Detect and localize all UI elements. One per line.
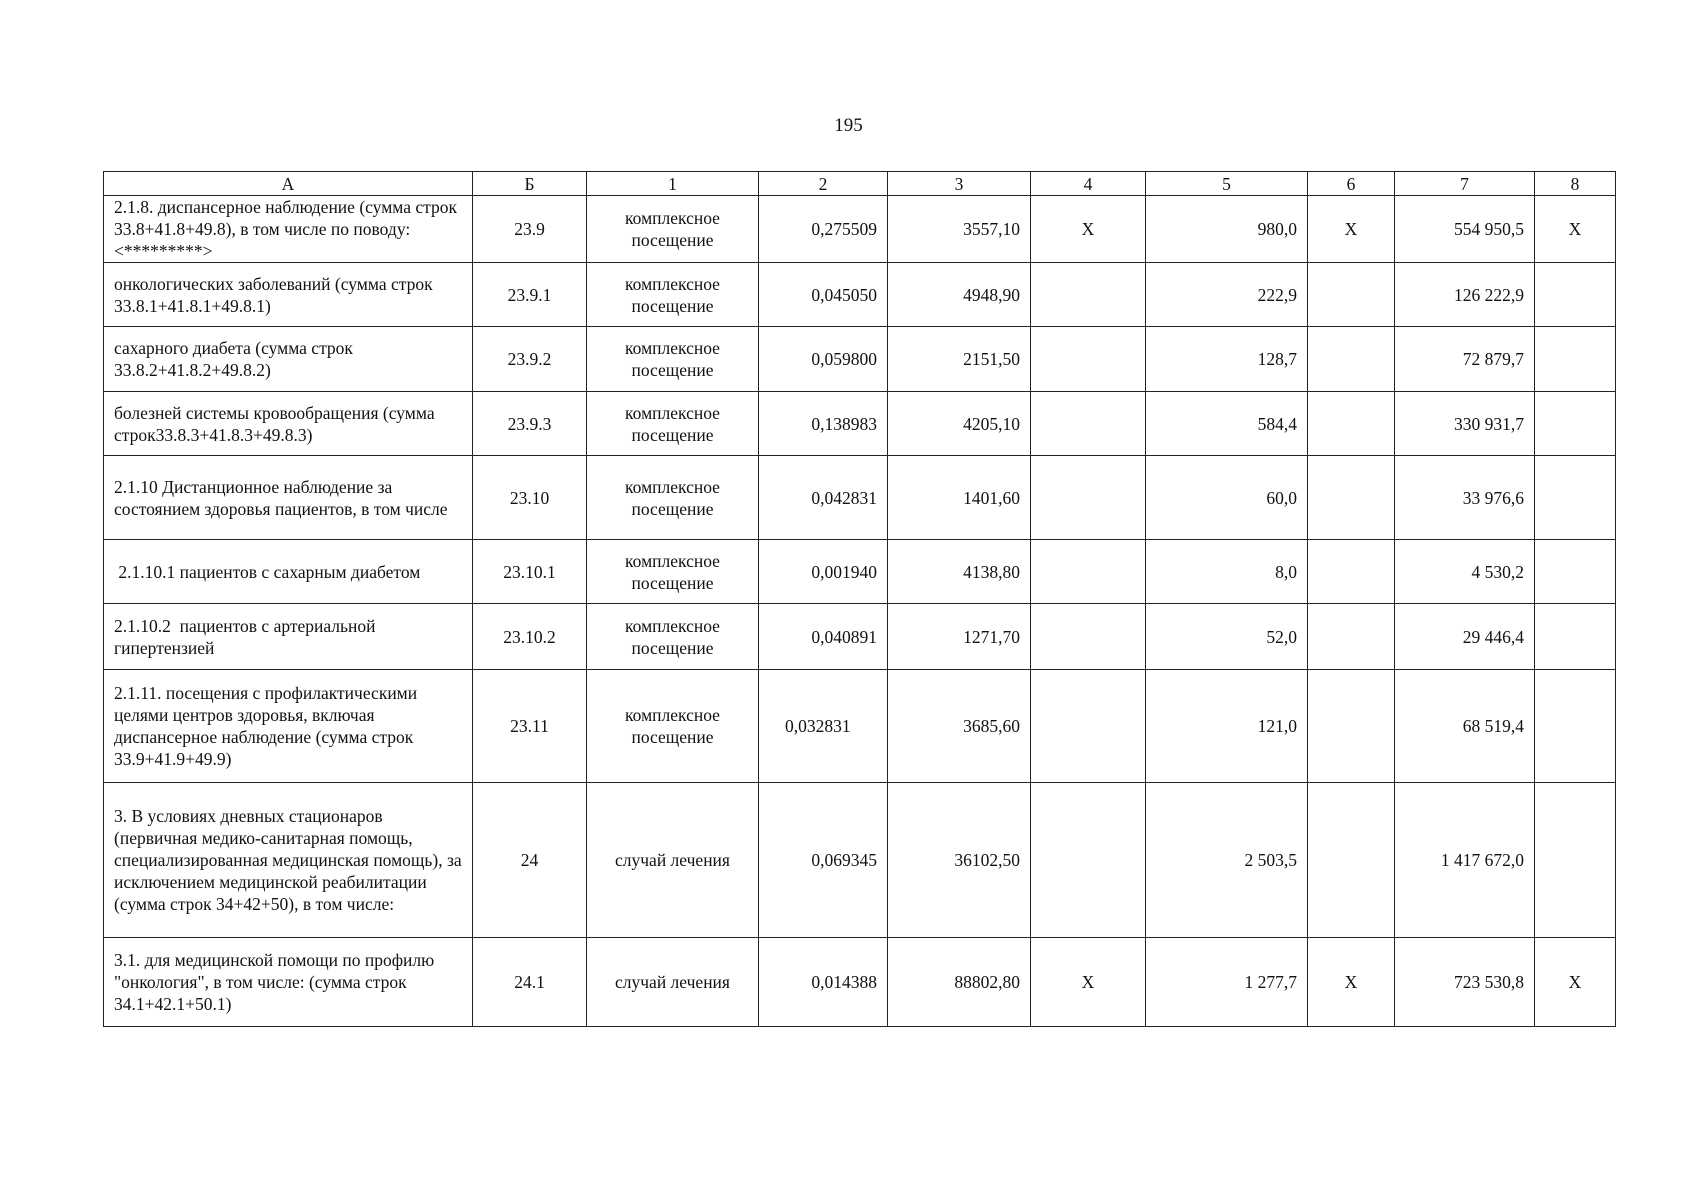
row-col-3: 88802,80 [888,938,1031,1027]
row-col-4: Х [1031,938,1146,1027]
row-col-7: 126 222,9 [1395,263,1535,327]
row-col-8: Х [1535,196,1616,263]
row-col-4 [1031,783,1146,938]
row-description: 2.1.10.1 пациентов с сахарным диабетом [104,540,473,604]
row-col-5: 2 503,5 [1146,783,1308,938]
row-col-3: 3685,60 [888,670,1031,783]
table-row [104,392,1616,456]
row-col-5: 52,0 [1146,604,1308,670]
row-description: сахарного диабета (сумма строк 33.8.2+41.8.2+49.8.2) [104,327,473,392]
row-number: 23.10 [473,456,587,540]
row-col-7: 1 417 672,0 [1395,783,1535,938]
row-col-4 [1031,456,1146,540]
row-number: 23.11 [473,670,587,783]
row-unit: комплексное посещение [587,540,759,604]
row-unit: случай лечения [587,783,759,938]
row-col-2: 0,040891 [759,604,888,670]
row-col-8 [1535,456,1616,540]
row-col-3: 4138,80 [888,540,1031,604]
row-col-2: 0,042831 [759,456,888,540]
row-col-4 [1031,540,1146,604]
row-col-6 [1308,540,1395,604]
header-5: 5 [1146,172,1308,196]
row-number: 23.10.1 [473,540,587,604]
row-col-2: 0,045050 [759,263,888,327]
row-col-6: Х [1308,196,1395,263]
row-col-5: 121,0 [1146,670,1308,783]
header-1: 1 [587,172,759,196]
row-description: 3. В условиях дневных стационаров (первичная медико-санитарная помощь, специализированная медицинская помощь), за исключением медицинской реабилитации (сумма строк 34+42+50), в том числе: [104,783,473,938]
row-col-7: 33 976,6 [1395,456,1535,540]
header-3: 3 [888,172,1031,196]
row-number: 24 [473,783,587,938]
row-col-6 [1308,783,1395,938]
row-description: онкологических заболеваний (сумма строк 33.8.1+41.8.1+49.8.1) [104,263,473,327]
row-number: 23.10.2 [473,604,587,670]
row-col-4 [1031,392,1146,456]
row-unit: комплексное посещение [587,456,759,540]
row-col-3: 1401,60 [888,456,1031,540]
row-number: 23.9 [473,196,587,263]
row-col-7: 4 530,2 [1395,540,1535,604]
row-col-7: 330 931,7 [1395,392,1535,456]
row-col-2: 0,059800 [759,327,888,392]
row-col-8 [1535,783,1616,938]
row-col-3: 4948,90 [888,263,1031,327]
row-number: 23.9.3 [473,392,587,456]
row-col-6 [1308,670,1395,783]
row-col-2: 0,001940 [759,540,888,604]
data-table [103,171,1616,1027]
row-description: болезней системы кровообращения (сумма строк33.8.3+41.8.3+49.8.3) [104,392,473,456]
row-col-8 [1535,670,1616,783]
table-row [104,604,1616,670]
row-col-3: 2151,50 [888,327,1031,392]
row-col-7: 72 879,7 [1395,327,1535,392]
row-number: 23.9.1 [473,263,587,327]
header-7: 7 [1395,172,1535,196]
row-col-4 [1031,263,1146,327]
row-col-8 [1535,604,1616,670]
row-col-7: 723 530,8 [1395,938,1535,1027]
row-col-2: 0,138983 [759,392,888,456]
row-col-5: 222,9 [1146,263,1308,327]
row-col-5: 60,0 [1146,456,1308,540]
row-unit: комплексное посещение [587,604,759,670]
header-a: А [104,172,473,196]
row-col-6 [1308,392,1395,456]
row-col-3: 3557,10 [888,196,1031,263]
row-col-4 [1031,670,1146,783]
row-col-3: 1271,70 [888,604,1031,670]
row-col-7: 554 950,5 [1395,196,1535,263]
row-unit: комплексное посещение [587,392,759,456]
row-col-8 [1535,540,1616,604]
row-col-2: 0,014388 [759,938,888,1027]
row-description: 2.1.10.2 пациентов с артериальной гипертензией [104,604,473,670]
table-header-row [104,172,1616,196]
row-col-4 [1031,604,1146,670]
row-unit: случай лечения [587,938,759,1027]
table-row [104,263,1616,327]
row-col-5: 980,0 [1146,196,1308,263]
row-col-8: Х [1535,938,1616,1027]
header-6: 6 [1308,172,1395,196]
row-col-8 [1535,263,1616,327]
row-col-6 [1308,456,1395,540]
header-b: Б [473,172,587,196]
row-number: 23.9.2 [473,327,587,392]
row-col-6: Х [1308,938,1395,1027]
row-col-7: 29 446,4 [1395,604,1535,670]
row-description: 2.1.10 Дистанционное наблюдение за состоянием здоровья пациентов, в том числе [104,456,473,540]
table-row [104,196,1616,263]
table-row [104,456,1616,540]
row-col-2: 0,275509 [759,196,888,263]
row-col-5: 128,7 [1146,327,1308,392]
row-unit: комплексное посещение [587,670,759,783]
row-col-8 [1535,327,1616,392]
row-description: 2.1.11. посещения с профилактическими целями центров здоровья, включая диспансерное наблюдение (сумма строк 33.9+41.9+49.9) [104,670,473,783]
row-col-4 [1031,327,1146,392]
row-col-5: 1 277,7 [1146,938,1308,1027]
row-col-5: 8,0 [1146,540,1308,604]
row-number: 24.1 [473,938,587,1027]
header-4: 4 [1031,172,1146,196]
row-unit: комплексное посещение [587,263,759,327]
header-8: 8 [1535,172,1616,196]
row-col-6 [1308,604,1395,670]
row-col-2: 0,032831 [759,670,888,783]
row-unit: комплексное посещение [587,327,759,392]
table-row [104,670,1616,783]
row-col-6 [1308,263,1395,327]
row-col-6 [1308,327,1395,392]
row-col-2: 0,069345 [759,783,888,938]
header-2: 2 [759,172,888,196]
row-col-3: 36102,50 [888,783,1031,938]
row-col-8 [1535,392,1616,456]
row-col-4: Х [1031,196,1146,263]
table-row [104,540,1616,604]
row-col-7: 68 519,4 [1395,670,1535,783]
row-col-3: 4205,10 [888,392,1031,456]
table-row [104,783,1616,938]
row-description: 3.1. для медицинской помощи по профилю "онкология", в том числе: (сумма строк 34.1+42.1+50.1) [104,938,473,1027]
row-description: 2.1.8. диспансерное наблюдение (сумма строк 33.8+41.8+49.8), в том числе по поводу:<*********> [104,196,473,263]
row-unit: комплексное посещение [587,196,759,263]
row-col-5: 584,4 [1146,392,1308,456]
table-row [104,327,1616,392]
page-number: 195 [834,115,863,136]
table-row [104,938,1616,1027]
